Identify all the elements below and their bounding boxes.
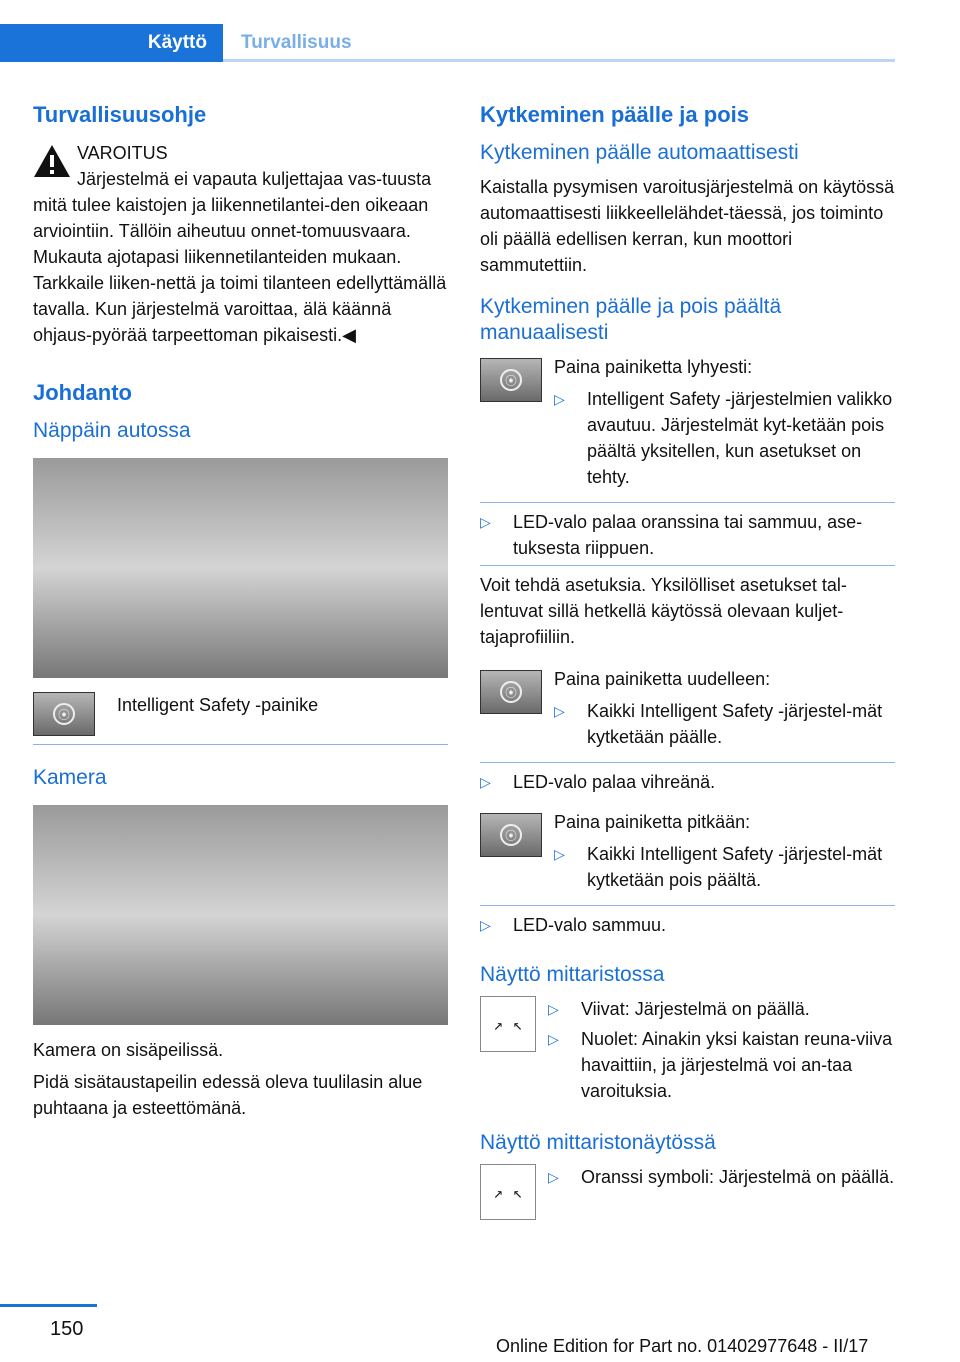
divider	[480, 762, 895, 763]
intelligent-safety-button-icon: ⦿	[480, 358, 542, 402]
warning-text: Järjestelmä ei vapauta kuljettajaa vas-tuusta mitä tulee kaistojen ja liikennetilantei-den oikeaan arviointiin. Tällöin aiheutuu onnet-tomuusvaara. Mukauta ajotapasi liikennetilanteiden mukaan. Tarkkaile liiken-nettä ja toimi tilanteen edellyttämällä tavalla. Kun järjestelmä varoittaa, älä käännä ohjaus-pyörää tarpeettoman pikaisesti.◀	[33, 169, 447, 345]
intelligent-safety-button-icon: ⦿	[480, 670, 542, 714]
intelligent-safety-button-icon: ⦿	[33, 692, 95, 736]
press-short-list-2	[480, 509, 895, 561]
list-item: ▷ Viivat: Järjestelmä on päällä.	[548, 996, 895, 1022]
tab-kaytto[interactable]: Käyttö	[0, 24, 223, 62]
edition-text: Online Edition for Part no. 01402977648 - II/17	[496, 1336, 869, 1356]
heading-camera: Kamera	[33, 766, 107, 789]
page-number: 150	[50, 1318, 84, 1340]
tab-underline	[223, 59, 895, 62]
warning-block	[33, 140, 448, 166]
display-list	[548, 1164, 894, 1194]
left-column	[33, 100, 448, 1127]
press-again-list	[554, 698, 895, 750]
heading-safety: Turvallisuusohje	[33, 102, 207, 127]
camera-text-2: Pidä sisätaustapeilin edessä oleva tuulilasin alue puhtaana ja esteettömänä.	[33, 1072, 423, 1118]
press-again-row	[480, 666, 895, 754]
right-column	[480, 100, 895, 1228]
list-item: ▷ Kaikki Intelligent Safety -järjestel-mät kytketään pois päältä.	[554, 841, 895, 893]
warning-icon	[33, 144, 71, 178]
heading-button-in-car: Näppäin autossa	[33, 419, 191, 442]
camera-text-1: Kamera on sisäpeilissä.	[33, 1040, 224, 1060]
cluster-row	[480, 996, 895, 1108]
heading-auto: Kytkeminen päälle automaattisesti	[480, 141, 799, 164]
heading-cluster: Näyttö mittaristossa	[480, 963, 665, 986]
press-short-row	[480, 354, 895, 494]
warning-title: VAROITUS	[77, 143, 168, 163]
press-again-list-2	[480, 769, 895, 795]
heading-display: Näyttö mittaristonäytössä	[480, 1131, 716, 1154]
list-item: ▷ Intelligent Safety -järjestelmien valikko avautuu. Järjestelmät kyt-ketään pois päältä yksitellen, kun asetukset on tehty.	[554, 386, 895, 490]
heading-intro: Johdanto	[33, 380, 132, 405]
dashboard-photo	[33, 458, 448, 678]
list-item: ▷ LED-valo sammuu.	[480, 912, 895, 938]
divider	[480, 905, 895, 906]
header-bar	[0, 24, 895, 62]
button-caption: Intelligent Safety -painike	[117, 695, 319, 715]
settings-text: Voit tehdä asetuksia. Yksilölliset asetukset tal-lentuvat sillä hetkellä käytössä olevaan kuljet-tajaprofiiliin.	[480, 575, 847, 647]
list-item: ▷ Kaikki Intelligent Safety -järjestel-mät kytketään päälle.	[554, 698, 895, 750]
cluster-list	[548, 996, 895, 1108]
divider	[480, 502, 895, 503]
press-long-row	[480, 809, 895, 897]
heading-on-off: Kytkeminen päälle ja pois	[480, 102, 749, 127]
press-long-list-2	[480, 912, 895, 938]
list-item: ▷ LED-valo palaa oranssina tai sammuu, ase-tuksesta riippuen.	[480, 509, 895, 561]
list-item: ▷ LED-valo palaa vihreänä.	[480, 769, 895, 795]
lane-lines-icon: ↗ ↖	[480, 996, 536, 1052]
press-short-label: Paina painiketta lyhyesti:	[554, 357, 753, 377]
auto-text: Kaistalla pysymisen varoitusjärjestelmä on käytössä automaattisesti liikkeellelähdet-täessä, jos toiminto oli päällä edellisen kerran, kun moottori sammutettiin.	[480, 177, 895, 275]
tab-turvallisuus[interactable]: Turvallisuus	[241, 32, 352, 53]
press-short-list	[554, 386, 895, 490]
list-item: ▷ Nuolet: Ainakin yksi kaistan reuna-viiva havaittiin, ja järjestelmä voi an-taa varoituksia.	[548, 1026, 895, 1104]
intelligent-safety-button-icon: ⦿	[480, 813, 542, 857]
press-long-label: Paina painiketta pitkään:	[554, 812, 751, 832]
press-long-list	[554, 841, 895, 893]
footer-line	[0, 1304, 97, 1307]
display-row	[480, 1164, 895, 1220]
divider	[33, 744, 448, 745]
press-again-label: Paina painiketta uudelleen:	[554, 669, 771, 689]
divider	[480, 565, 895, 566]
camera-photo	[33, 805, 448, 1025]
lane-lines-icon: ↗ ↖	[480, 1164, 536, 1220]
heading-manual: Kytkeminen päälle ja pois päältä manuaalisesti	[480, 295, 782, 344]
button-caption-row	[33, 692, 448, 736]
list-item: ▷ Oranssi symboli: Järjestelmä on päällä.	[548, 1164, 894, 1190]
